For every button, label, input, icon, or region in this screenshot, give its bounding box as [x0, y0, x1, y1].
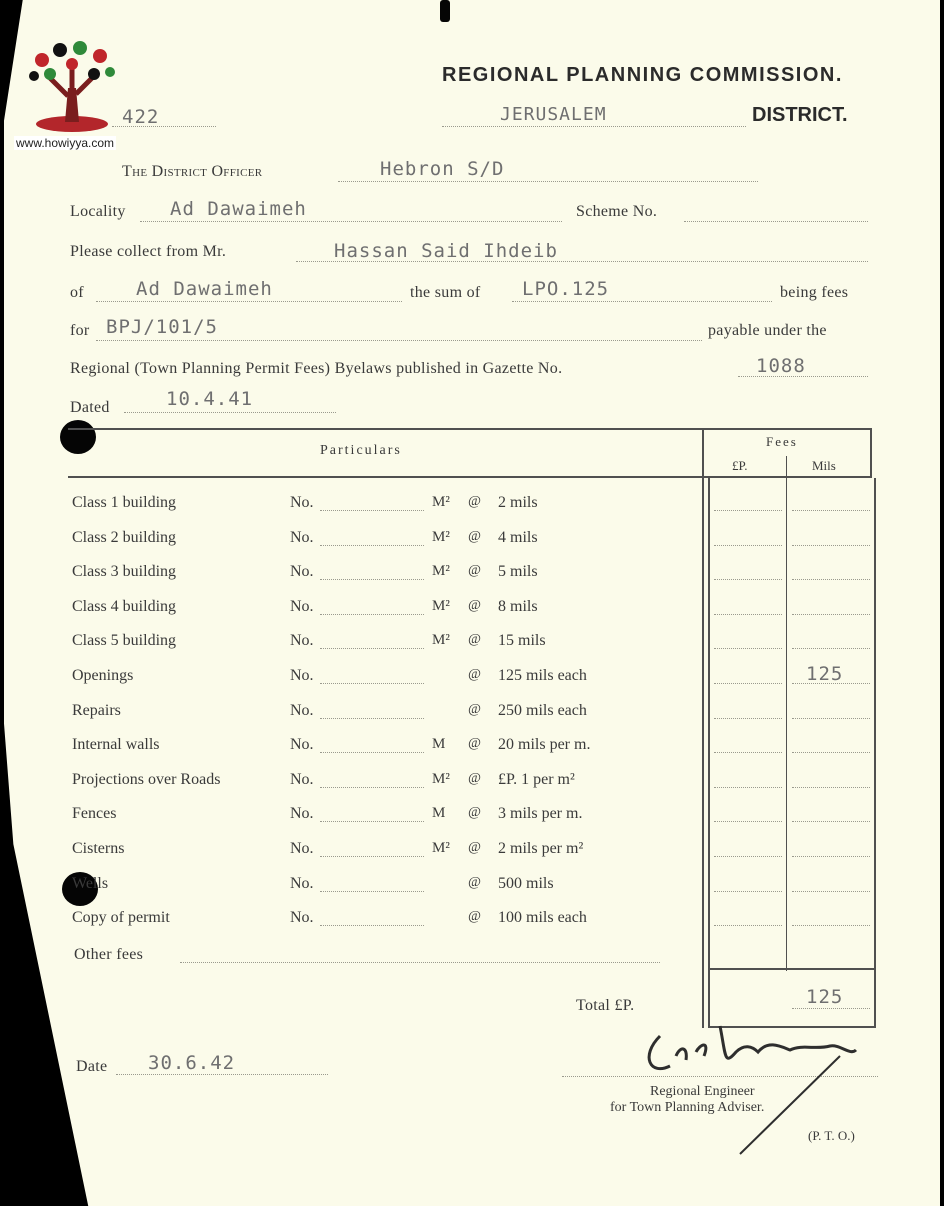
- fee-row-no: No.: [290, 529, 314, 546]
- punch-hole-top: [60, 420, 96, 454]
- locality-value: Ad Dawaimeh: [170, 198, 307, 220]
- total-mils: 125: [806, 986, 844, 1008]
- engineer-line-2: for Town Planning Adviser.: [610, 1100, 765, 1115]
- fee-row-rate: 20 mils per m.: [498, 736, 591, 753]
- collect-label: Please collect from Mr.: [70, 243, 227, 260]
- fee-row-at: @: [468, 667, 481, 682]
- fee-row-unit: M: [432, 736, 446, 752]
- fee-row-no: No.: [290, 563, 314, 580]
- fee-row-at: @: [468, 702, 481, 717]
- fee-row-unit: M²: [432, 840, 450, 856]
- being-fees-label: being fees: [780, 284, 849, 301]
- fee-row-at: @: [468, 632, 481, 647]
- fee-row-rate: 5 mils: [498, 563, 538, 580]
- dated-label: Dated: [70, 399, 110, 416]
- fee-row-unit: M²: [432, 598, 450, 614]
- reference-number: 422: [122, 106, 160, 128]
- payable-label: payable under the: [708, 322, 827, 339]
- fee-row-no: No.: [290, 598, 314, 615]
- fee-row-unit: M²: [432, 563, 450, 579]
- fee-row-rate: 125 mils each: [498, 667, 587, 684]
- fee-row-no: No.: [290, 702, 314, 719]
- howiyya-logo: [10, 30, 130, 148]
- for-value: BPJ/101/5: [106, 316, 218, 338]
- fee-row-unit: M: [432, 805, 446, 821]
- fee-row-rate: 500 mils: [498, 875, 554, 892]
- engineer-line-1: Regional Engineer: [650, 1084, 755, 1099]
- fee-row-label: Fences: [72, 805, 117, 822]
- fee-row-at: @: [468, 909, 481, 924]
- date-label: Date: [76, 1058, 108, 1075]
- fee-row-rate: 2 mils: [498, 494, 538, 511]
- fee-row-at: @: [468, 840, 481, 855]
- fee-row-no: No.: [290, 805, 314, 822]
- officer-label: The District Officer: [122, 163, 263, 180]
- fee-row-label: Class 2 building: [72, 529, 177, 546]
- fee-row-at: @: [468, 736, 481, 751]
- dated-value: 10.4.41: [166, 388, 254, 410]
- sum-value: LPO.125: [522, 278, 610, 300]
- fee-row-at: @: [468, 529, 481, 544]
- fee-row-rate: 250 mils each: [498, 702, 587, 719]
- fee-row-label: Repairs: [72, 702, 121, 719]
- pounds-header: £P.: [732, 458, 748, 473]
- fee-row-rate: 8 mils: [498, 598, 538, 615]
- date-value: 30.6.42: [148, 1052, 236, 1074]
- fee-row-label: Class 1 building: [72, 494, 177, 511]
- gazette-value: 1088: [756, 355, 806, 377]
- of-value: Ad Dawaimeh: [136, 278, 273, 300]
- fee-row-unit: M²: [432, 529, 450, 545]
- fee-row-label: Projections over Roads: [72, 771, 221, 788]
- pto-mark: (P. T. O.): [808, 1128, 855, 1143]
- other-fees-label: Other fees: [74, 946, 144, 963]
- for-label: for: [70, 322, 90, 339]
- fee-row-label: Copy of permit: [72, 909, 170, 926]
- sum-label: the sum of: [410, 284, 481, 301]
- logo-url[interactable]: www.howiyya.com: [16, 136, 115, 150]
- district-label: DISTRICT.: [752, 104, 848, 126]
- fee-row-rate: 2 mils per m²: [498, 840, 584, 857]
- officer-value: Hebron S/D: [380, 158, 505, 180]
- fee-row-mils: 125: [806, 663, 844, 685]
- locality-label: Locality: [70, 203, 126, 220]
- fee-row-no: No.: [290, 909, 314, 926]
- commission-title: REGIONAL PLANNING COMMISSION.: [442, 64, 843, 86]
- total-label: Total £P.: [576, 997, 635, 1014]
- fee-row-rate: 15 mils: [498, 632, 546, 649]
- fee-row-no: No.: [290, 771, 314, 788]
- fees-header: Fees: [766, 434, 798, 449]
- scheme-label: Scheme No.: [576, 203, 658, 220]
- fee-row-rate: 3 mils per m.: [498, 805, 583, 822]
- fee-row-at: @: [468, 598, 481, 613]
- fee-row-label: Class 5 building: [72, 632, 177, 649]
- fee-row-label: Class 4 building: [72, 598, 177, 615]
- collect-value: Hassan Said Ihdeib: [334, 240, 558, 262]
- of-label: of: [70, 284, 84, 301]
- fee-row-no: No.: [290, 667, 314, 684]
- fee-row-rate: £P. 1 per m²: [498, 771, 575, 788]
- fee-row-label: Wells: [72, 875, 109, 892]
- fee-row-no: No.: [290, 875, 314, 892]
- fee-row-unit: M²: [432, 494, 450, 510]
- fee-row-at: @: [468, 494, 481, 509]
- byelaws-text: Regional (Town Planning Permit Fees) Byelaws published in Gazette No.: [70, 360, 563, 377]
- fee-row-no: No.: [290, 494, 314, 511]
- mils-header: Mils: [812, 458, 836, 473]
- fee-row-at: @: [468, 805, 481, 820]
- fee-row-at: @: [468, 875, 481, 890]
- fee-row-label: Cisterns: [72, 840, 125, 857]
- fee-row-no: No.: [290, 736, 314, 753]
- fee-row-unit: M²: [432, 771, 450, 787]
- fee-row-rate: 100 mils each: [498, 909, 587, 926]
- fee-row-no: No.: [290, 632, 314, 649]
- particulars-header: Particulars: [320, 443, 402, 458]
- district-value: JERUSALEM: [500, 104, 607, 125]
- fee-row-label: Openings: [72, 667, 134, 684]
- fee-row-at: @: [468, 771, 481, 786]
- fee-row-label: Class 3 building: [72, 563, 177, 580]
- fee-row-no: No.: [290, 840, 314, 857]
- fee-row-unit: M²: [432, 632, 450, 648]
- fee-row-at: @: [468, 563, 481, 578]
- fee-row-rate: 4 mils: [498, 529, 538, 546]
- pin-mark: [440, 0, 450, 22]
- fee-row-label: Internal walls: [72, 736, 160, 753]
